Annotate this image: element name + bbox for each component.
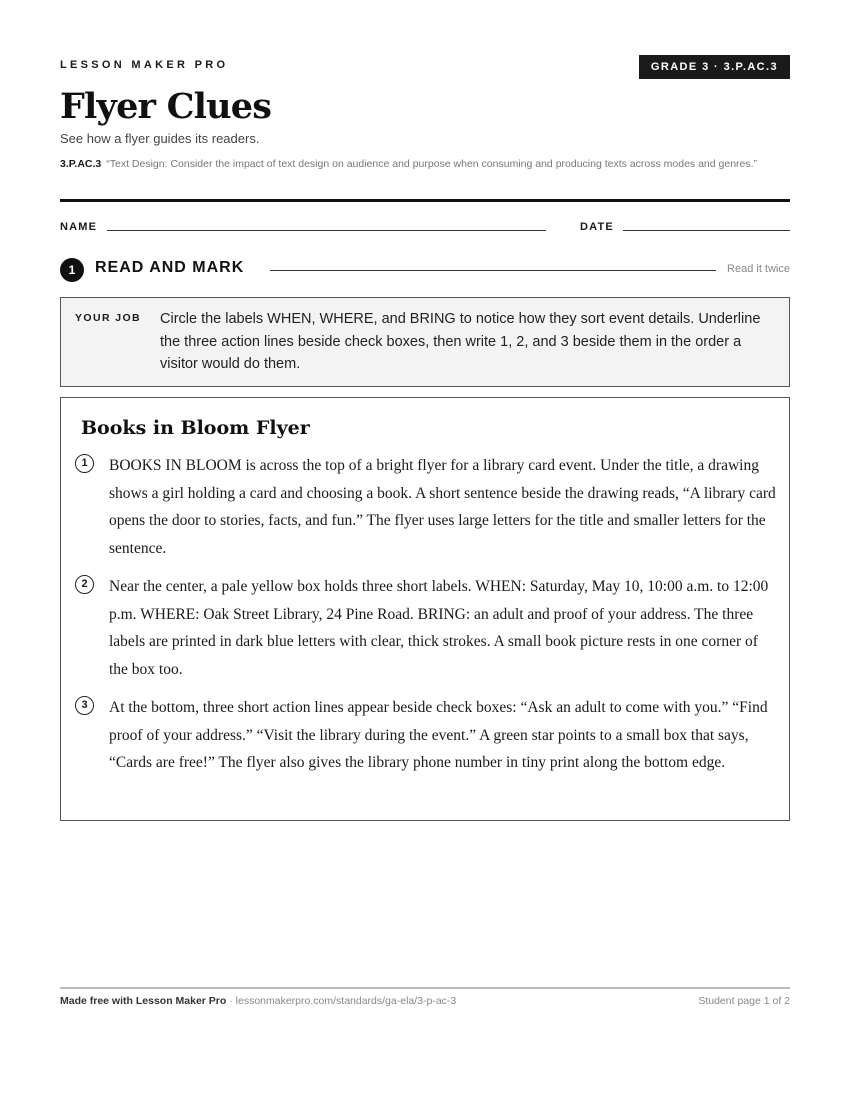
section-number-badge: 1 — [60, 258, 84, 282]
footer-made-with: Made free with Lesson Maker Pro — [60, 995, 227, 1007]
paragraph-number: 3 — [75, 696, 94, 715]
standard-description — [60, 156, 790, 172]
standard-code: 3.P.AC.3 — [60, 158, 102, 170]
name-line[interactable] — [107, 230, 546, 231]
instructions-text: Circle the labels WHEN, WHERE, and BRING to notice how they sort event details. Underline the three action lines beside check boxes, then write 1, 2, and 3 beside them in the order a visitor would do them. — [160, 311, 761, 372]
section-note: Read it twice — [727, 263, 790, 275]
page-subtitle: See how a flyer guides its readers. — [60, 131, 260, 146]
instructions-box — [60, 297, 790, 387]
grade-badge: GRADE 3 · 3.P.AC.3 — [639, 55, 790, 79]
date-label: DATE — [580, 221, 614, 233]
paragraph-number: 1 — [75, 454, 94, 473]
standard-text: “Text Design: Consider the impact of text design on audience and purpose when consuming and producing texts across modes and genres.” — [106, 158, 758, 170]
page-number: Student page 1 of 2 — [698, 995, 790, 1007]
reading-passage — [60, 397, 790, 821]
passage-title: Books in Bloom Flyer — [81, 417, 310, 439]
header-divider — [60, 199, 790, 202]
brand-name: LESSON MAKER PRO — [60, 59, 229, 71]
instructions-label: YOUR JOB — [75, 312, 142, 324]
footer-divider — [60, 987, 790, 989]
paragraph-text: Near the center, a pale yellow box holds three short labels. WHEN: Saturday, May 10, 10:00 a.m. to 12:00 p.m. WHERE: Oak Street Library, 24 Pine Road. BRING: an adult and proof of your address. The three labels are printed in dark blue letters with clear, thick strokes. A small book picture rests in one corner of the box too. — [109, 578, 769, 679]
paragraph-number: 2 — [75, 575, 94, 594]
paragraph-text: BOOKS IN BLOOM is across the top of a bright flyer for a library card event. Under the title, a drawing shows a girl holding a card and choosing a book. A short sentence beside the drawing reads, “A library card opens the door to stories, facts, and fun.” The flyer uses large letters for the title and smaller letters for the sentence. — [109, 457, 776, 558]
footer-separator: · — [226, 995, 236, 1007]
name-label: NAME — [60, 221, 98, 233]
worksheet-page — [60, 0, 790, 1100]
page-title: Flyer Clues — [60, 86, 272, 127]
date-line[interactable] — [623, 230, 790, 231]
section-rule — [270, 270, 716, 271]
paragraph-text: At the bottom, three short action lines appear beside check boxes: “Ask an adult to come with you.” “Find proof of your address.” “Visit the library during the event.” A green star points to a small box that says, “Cards are free!” The flyer also gives the library phone number in tiny print along the bottom edge. — [109, 699, 768, 772]
section-title: READ AND MARK — [95, 259, 245, 276]
footer-credit — [60, 995, 456, 1007]
footer-url[interactable]: lessonmakerpro.com/standards/ga-ela/3-p-ac-3 — [235, 995, 457, 1007]
